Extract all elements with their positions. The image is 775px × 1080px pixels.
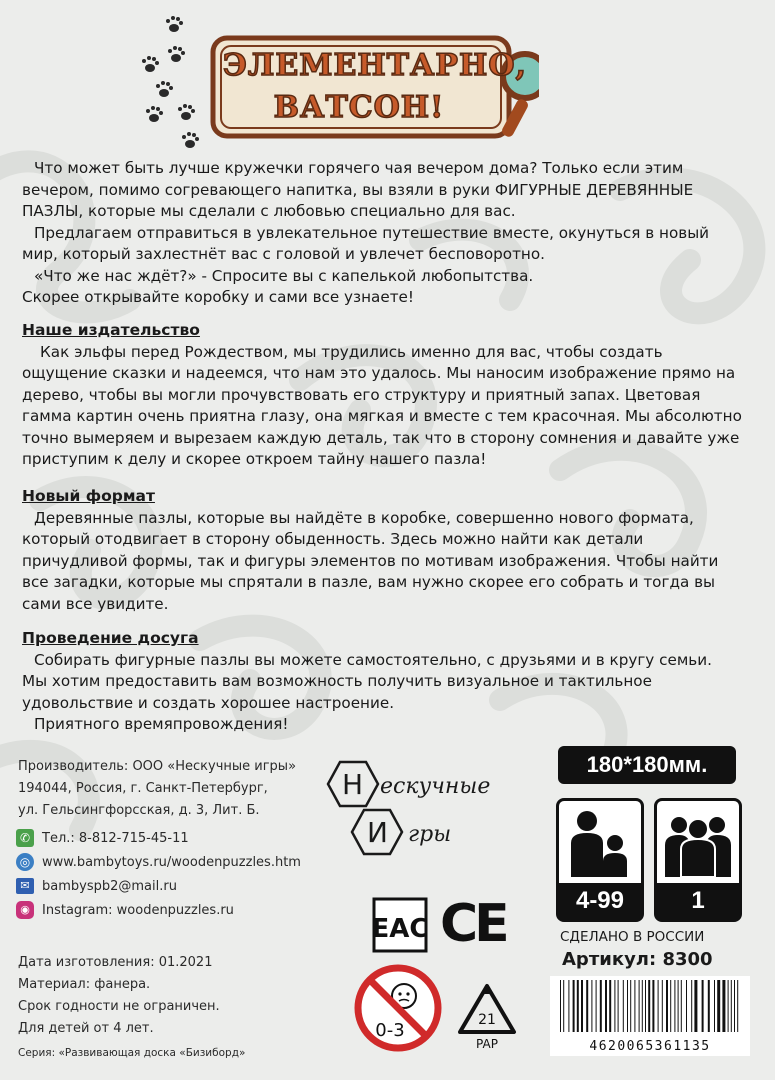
barcode: [550, 976, 750, 1056]
phone-icon: ✆: [16, 829, 34, 847]
recycle-number: 21: [478, 1012, 496, 1028]
instagram-icon: ◉: [16, 901, 34, 919]
section-line: все загадки, которые мы спрятали в пазле, вам нужно скорее его собрать и тогда вы: [22, 573, 716, 591]
globe-icon: ◎: [16, 853, 34, 871]
material: Материал: фанера.: [18, 977, 151, 992]
section-line: который отодвигает в сторону обыденность. Здесь можно найти как детали: [22, 530, 644, 548]
section-heading: Новый формат: [22, 487, 155, 505]
paw-prints-icon: [140, 8, 220, 153]
age-note: Для детей от 4 лет.: [18, 1021, 154, 1036]
barcode-number: 4620065361135: [589, 1039, 711, 1054]
intro-line: Предлагаем отправиться в увлекательное путешествие вместе, окунуться в новый: [34, 223, 710, 242]
age-warning-text: 0-3: [375, 1020, 405, 1041]
contact-website: ◎ www.bambytoys.ru/woodenpuzzles.htm: [16, 850, 301, 874]
section-line: гамма картин очень приятна глазу, она мягкая и вместе с тем красочная. Мы абсолютно: [22, 407, 742, 425]
group-icon: [657, 803, 739, 883]
players-badge: [654, 798, 742, 922]
article-number: Артикул: 8300: [562, 949, 713, 970]
eac-mark: [370, 895, 430, 955]
ce-mark: CE: [440, 894, 506, 954]
section-line: приступим к делу и скорее откроем тайну нашего пазла!: [22, 450, 487, 468]
intro-line: Что может быть лучше кружечки горячего чая вечером дома? Только если этим: [34, 159, 684, 177]
intro-line: Скорее открывайте коробку и сами все узнаете!: [22, 288, 414, 306]
section-heading: Проведение досуга: [22, 629, 199, 647]
brand-logo: [318, 758, 538, 868]
contact-email: ✉ bambyspb2@mail.ru: [16, 874, 301, 898]
eac-text: EAC: [371, 914, 429, 944]
intro-line: «Что же нас ждёт?» - Спросите вы с капелькой любопытства.: [34, 266, 534, 285]
section-format: [22, 486, 752, 615]
title-line1: ЭЛЕМЕНТАРНО,: [223, 48, 527, 83]
manufacturer-address: 194044, Россия, г. Санкт-Петербург,: [18, 781, 268, 796]
manufacture-date: Дата изготовления: 01.2021: [18, 955, 213, 970]
logo-word-1: ескучные: [380, 774, 491, 799]
made-in: СДЕЛАНО В РОССИИ: [560, 929, 705, 945]
logo-letter-i: И: [367, 816, 388, 849]
section-line: удовольствие и создать хорошее настроение.: [22, 693, 395, 712]
section-line: дерево, чтобы вы могли прочувствовать его структуру и приятный запах. Цветовая: [22, 385, 701, 404]
title-plaque: [209, 32, 539, 142]
series: Серия: «Развивающая доска «Бизиборд»: [18, 1047, 246, 1059]
logo-letter-n: Н: [342, 768, 364, 801]
adult-child-icon: [559, 803, 641, 883]
intro-line: мир, который захлестнёт вас с головой и увлечет бесповоротно.: [22, 245, 545, 263]
manufacturer-street: ул. Гельсингфорсская, д. 3, Лит. Б.: [18, 803, 260, 818]
size-label: 180*180мм.: [558, 746, 736, 784]
section-line: Как эльфы перед Рождеством, мы трудились именно для вас, чтобы создать: [40, 342, 663, 361]
age-badge-label: 4-99: [559, 883, 641, 919]
contact-instagram: ◉ Instagram: woodenpuzzles.ru: [16, 898, 301, 922]
players-badge-label: 1: [657, 883, 739, 919]
recycle-code: PAP: [476, 1037, 498, 1050]
shelf-life: Срок годности не ограничен.: [18, 999, 220, 1014]
section-line: ощущение сказки и надеемся, что нам это удалось. Мы наносим изображение прямо на: [22, 364, 736, 382]
mail-icon: ✉: [16, 878, 34, 894]
section-publisher: [22, 320, 752, 471]
section-line: Мы хотим предоставить вам возможность получить визуальное и тактильное: [22, 672, 652, 690]
manufacturer-name: Производитель: ООО «Нескучные игры»: [18, 759, 297, 774]
logo-word-2: гры: [408, 822, 452, 847]
contact-phone: ✆ Тел.: 8-812-715-45-11: [16, 826, 301, 850]
section-line: точно вымеряем и вырезаем каждую деталь, так что в сторону сомнения и давайте уже: [22, 428, 740, 447]
recycle-icon: [452, 980, 522, 1050]
section-line: Деревянные пазлы, которые вы найдёте в коробке, совершенно нового формата,: [34, 508, 694, 527]
title-line2: ВАТСОН!: [273, 90, 445, 125]
intro-text: [22, 158, 757, 309]
intro-line: ПАЗЛЫ, которые мы сделали с любовью специально для вас.: [22, 202, 516, 220]
section-leisure: [22, 628, 752, 736]
manufacturer-block: [18, 756, 296, 822]
age-badge: [556, 798, 644, 922]
section-line: Приятного времяпровождения!: [34, 715, 289, 733]
section-line: причудливой формы, так и фигуры элементов по мотивам изображения. Чтобы найти: [22, 551, 719, 570]
contacts-list: [16, 826, 301, 922]
age-warning-icon: [352, 962, 444, 1054]
barcode-bars: [556, 980, 744, 1032]
product-info: [18, 952, 245, 1064]
section-line: сами все увидите.: [22, 594, 169, 613]
section-heading: Наше издательство: [22, 321, 200, 339]
intro-line: вечером, помимо согревающего напитка, вы взяли в руки ФИГУРНЫЕ ДЕРЕВЯННЫЕ: [22, 180, 694, 199]
section-line: Собирать фигурные пазлы вы можете самостоятельно, с друзьями и в кругу семьи.: [34, 650, 712, 669]
